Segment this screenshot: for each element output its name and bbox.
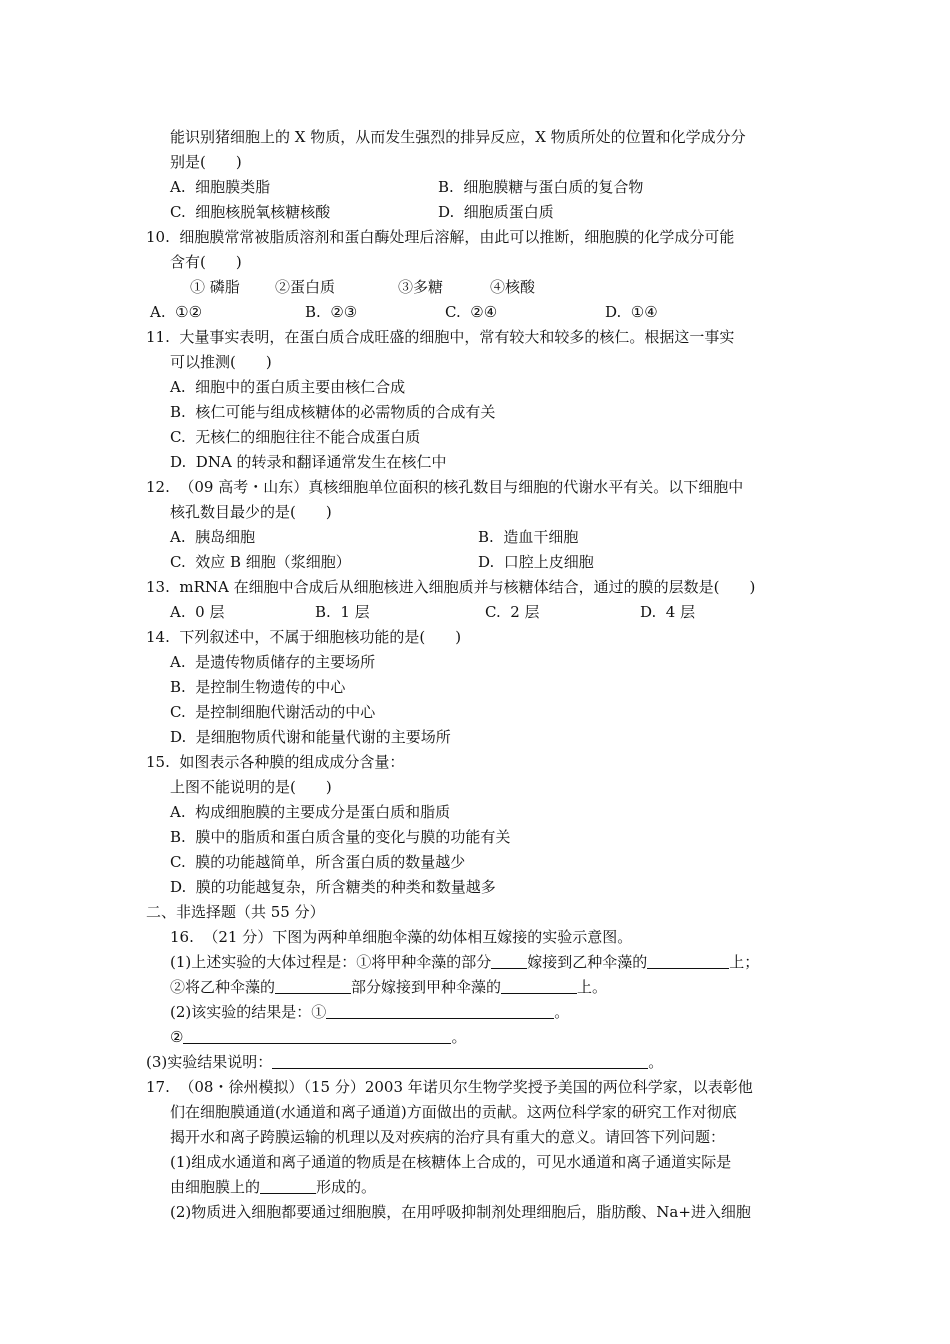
q15-option-c: C. 膜的功能越简单，所含蛋白质的数量越少: [170, 853, 466, 871]
answer-blank[interactable]: [491, 953, 527, 969]
q17-text: 形成的。: [316, 1178, 377, 1196]
q15-option-b: B. 膜中的脂质和蛋白质含量的变化与膜的功能有关: [170, 828, 511, 846]
answer-blank[interactable]: [275, 978, 351, 994]
q13-stem-line1: 13. mRNA 在细胞中合成后从细胞核进入细胞质并与核糖体结合，通过的膜的层数是( ): [146, 578, 756, 596]
answer-blank[interactable]: [260, 1178, 316, 1194]
q14-option-c: C. 是控制细胞代谢活动的中心: [170, 703, 376, 721]
q11-option-a: A. 细胞中的蛋白质主要由核仁合成: [170, 378, 406, 396]
q17-part2-line1: (2)物质进入细胞都要通过细胞膜，在用呼吸抑制剂处理细胞后，脂肪酸、Na+进入细胞: [170, 1203, 751, 1221]
q12-option-c: C. 效应 B 细胞（浆细胞）: [170, 553, 351, 571]
q10-option-b: B. ②③: [305, 303, 358, 321]
q9-option-a: A. 细胞膜类脂: [170, 178, 271, 196]
q11-stem-line1: 11. 大量事实表明，在蛋白质合成旺盛的细胞中，常有较大和较多的核仁。根据这一事实: [146, 328, 735, 346]
q11-option-d: D. DNA 的转录和翻译通常发生在核仁中: [170, 453, 447, 471]
q9-option-b: B. 细胞膜糖与蛋白质的复合物: [438, 178, 644, 196]
q12-option-d: D. 口腔上皮细胞: [478, 553, 594, 571]
q17-text: 由细胞膜上的: [170, 1178, 261, 1196]
q10-item-2: ②蛋白质: [275, 278, 336, 296]
q16-text: (2)该实验的结果是：①: [170, 1003, 327, 1021]
q13-option-b: B. 1 层: [315, 603, 370, 621]
q16-text: 上；: [729, 953, 760, 971]
q10-item-3: ③多糖: [398, 278, 444, 296]
q12-stem-line2: 核孔数目最少的是( ): [170, 503, 332, 521]
q14-option-a: A. 是遗传物质储存的主要场所: [170, 653, 376, 671]
q16-text: (3)实验结果说明：: [146, 1053, 273, 1071]
q10-stem-line2: 含有( ): [170, 253, 242, 271]
q13-option-d: D. 4 层: [640, 603, 696, 621]
q17-stem-line1: 17. （08・徐州模拟）（15 分）2003 年诺贝尔生物学奖授予美国的两位科学家，以表彰他: [146, 1078, 753, 1096]
q16-text: 。: [648, 1053, 664, 1071]
answer-blank[interactable]: [183, 1028, 451, 1044]
q16-part2-line1: [170, 1002, 569, 1022]
q11-stem-line2: 可以推测( ): [170, 353, 272, 371]
q16-text: 上。: [577, 978, 608, 996]
q14-option-d: D. 是细胞物质代谢和能量代谢的主要场所: [170, 728, 451, 746]
q15-stem-line1: 15. 如图表示各种膜的组成成分含量：: [146, 753, 405, 771]
section-2-heading: 二、非选择题（共 55 分）: [146, 903, 325, 921]
q10-stem-line1: 10. 细胞膜常常被脂质溶剂和蛋白酶处理后溶解，由此可以推断，细胞膜的化学成分可能: [146, 228, 735, 246]
q17-part1-line2: [170, 1177, 376, 1197]
q9-option-c: C. 细胞核脱氧核糖核酸: [170, 203, 331, 221]
q10-option-a: A. ①②: [150, 303, 203, 321]
q9-stem-line1: 能识别猪细胞上的 X 物质，从而发生强烈的排异反应，X 物质所处的位置和化学成分分: [170, 128, 746, 146]
q9-option-d: D. 细胞质蛋白质: [438, 203, 554, 221]
q16-stem-line1: 16. （21 分）下图为两种单细胞伞藻的幼体相互嫁接的实验示意图。: [170, 928, 633, 946]
q14-option-b: B. 是控制生物遗传的中心: [170, 678, 346, 696]
answer-blank[interactable]: [272, 1053, 648, 1069]
q17-part1-line1: (1)组成水通道和离子通道的物质是在核糖体上合成的，可见水通道和离子通道实际是: [170, 1153, 732, 1171]
q16-text: ②: [170, 1028, 184, 1046]
q16-text: 。: [451, 1028, 467, 1046]
q17-stem-line2: 们在细胞膜通道(水通道和离子通道)方面做出的贡献。这两位科学家的研究工作对彻底: [170, 1103, 737, 1121]
q10-item-1: ① 磷脂: [190, 278, 240, 296]
q16-part2-line2: [170, 1027, 466, 1047]
q16-part1-line1: [170, 952, 759, 972]
q12-stem-line1: 12. （09 高考・山东）真核细胞单位面积的核孔数目与细胞的代谢水平有关。以下细胞中: [146, 478, 744, 496]
q11-option-b: B. 核仁可能与组成核糖体的必需物质的合成有关: [170, 403, 496, 421]
q15-option-d: D. 膜的功能越复杂，所含糖类的种类和数量越多: [170, 878, 496, 896]
q14-stem-line1: 14. 下列叙述中，不属于细胞核功能的是( ): [146, 628, 462, 646]
answer-blank[interactable]: [501, 978, 577, 994]
q15-stem-line2: 上图不能说明的是( ): [170, 778, 332, 796]
q16-part1-line2: [170, 977, 607, 997]
q9-stem-line2: 别是( ): [170, 153, 242, 171]
q10-item-4: ④核酸: [490, 278, 536, 296]
q16-text: ②将乙种伞藻的: [170, 978, 276, 996]
q13-option-a: A. 0 层: [170, 603, 225, 621]
q13-option-c: C. 2 层: [485, 603, 540, 621]
q10-option-c: C. ②④: [445, 303, 498, 321]
answer-blank[interactable]: [647, 953, 729, 969]
q12-option-b: B. 造血干细胞: [478, 528, 579, 546]
q16-part3-line1: [146, 1052, 663, 1072]
q16-text: 嫁接到乙种伞藻的: [527, 953, 648, 971]
q15-option-a: A. 构成细胞膜的主要成分是蛋白质和脂质: [170, 803, 451, 821]
q12-option-a: A. 胰岛细胞: [170, 528, 256, 546]
q11-option-c: C. 无核仁的细胞往往不能合成蛋白质: [170, 428, 421, 446]
q16-text: 。: [554, 1003, 570, 1021]
q10-option-d: D. ①④: [605, 303, 658, 321]
answer-blank[interactable]: [326, 1003, 554, 1019]
q16-text: (1)上述实验的大体过程是：①将甲种伞藻的部分: [170, 953, 492, 971]
q16-text: 部分嫁接到甲种伞藻的: [351, 978, 502, 996]
q17-stem-line3: 揭开水和离子跨膜运输的机理以及对疾病的治疗具有重大的意义。请回答下列问题：: [170, 1128, 726, 1146]
